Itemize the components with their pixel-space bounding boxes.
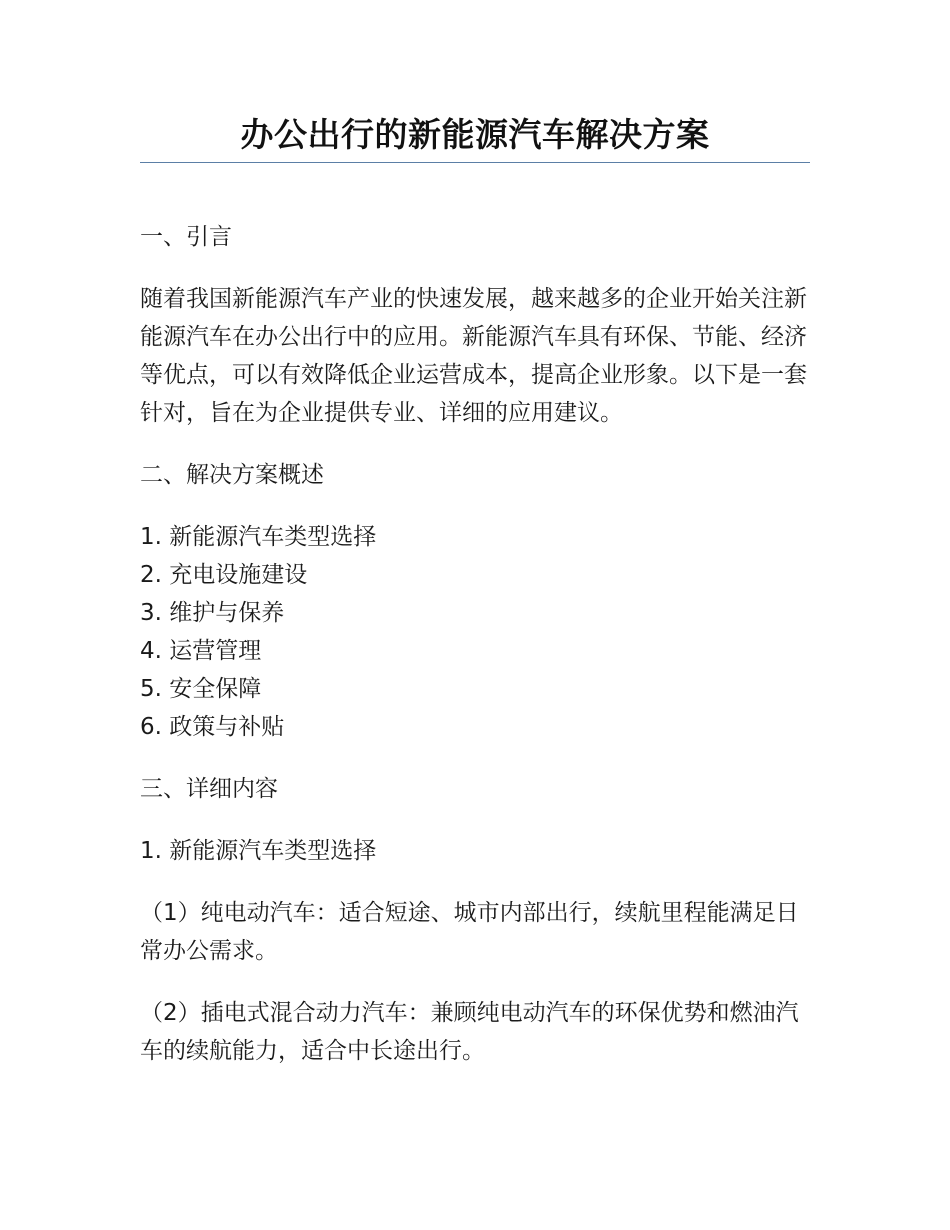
- section-heading-detail: 三、详细内容: [140, 776, 278, 802]
- detail-item-phev: （2）插电式混合动力汽车：兼顾纯电动汽车的环保优势和燃油汽车的续航能力，适合中长途出行。: [140, 1000, 799, 1064]
- intro-paragraph: 随着我国新能源汽车产业的快速发展，越来越多的企业开始关注新能源汽车在办公出行中的应用。新能源汽车具有环保、节能、经济等优点，可以有效降低企业运营成本，提高企业形象。以下是一套针对，旨在为企业提供专业、详细的应用建议。: [140, 286, 807, 426]
- document-title: 办公出行的新能源汽车解决方案: [240, 115, 710, 154]
- section-heading-intro: 一、引言: [140, 224, 232, 250]
- subsection-heading-vehicle-types: 1. 新能源汽车类型选择: [140, 838, 377, 864]
- list-item: 3. 维护与保养: [140, 600, 285, 626]
- list-item: 4. 运营管理: [140, 638, 262, 664]
- document-body: [140, 218, 820, 1094]
- title-underline: [140, 162, 810, 163]
- list-item: 6. 政策与补贴: [140, 714, 285, 740]
- list-item: 5. 安全保障: [140, 676, 262, 702]
- list-item: 1. 新能源汽车类型选择: [140, 524, 377, 550]
- section-heading-overview: 二、解决方案概述: [140, 462, 324, 488]
- list-item: 2. 充电设施建设: [140, 562, 308, 588]
- detail-item-bev: （1）纯电动汽车：适合短途、城市内部出行，续航里程能满足日常办公需求。: [140, 900, 799, 964]
- overview-list: [140, 518, 820, 746]
